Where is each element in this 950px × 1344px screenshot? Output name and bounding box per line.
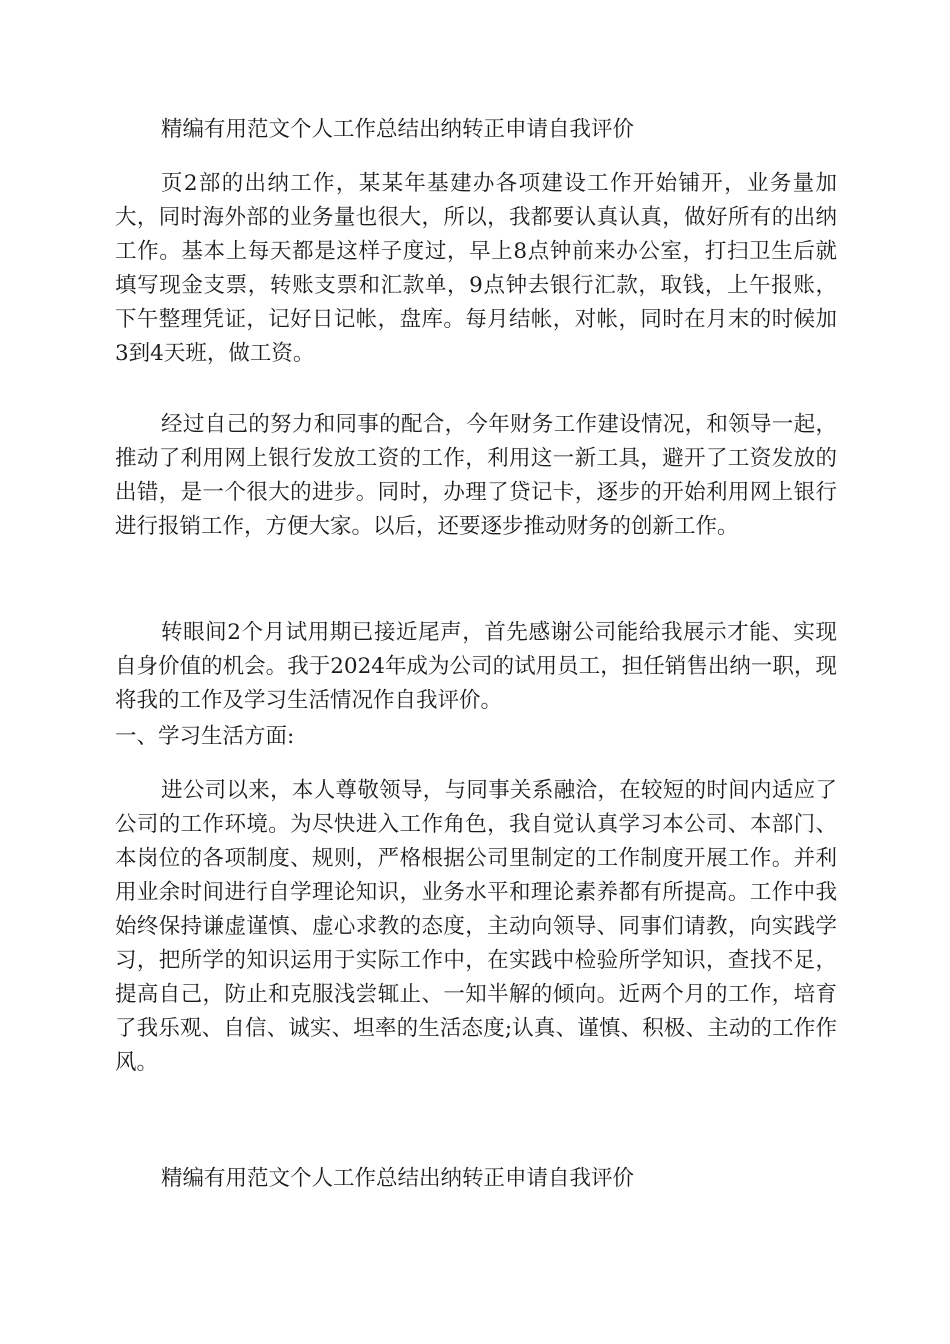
paragraph-3: 转眼间2个月试用期已接近尾声，首先感谢公司能给我展示才能、实现自身价值的机会。我于2024年成为公司的试用员工，担任销售出纳一职，现将我的工作及学习生活情况作自我评价。 bbox=[115, 620, 837, 713]
paragraph-1: 页2部的出纳工作，某某年基建办各项建设工作开始铺开，业务量加大，同时海外部的业务量也很大，所以，我都要认真认真，做好所有的出纳工作。基本上每天都是这样子度过，早上8点钟前来办公室，打扫卫生后就填写现金支票，转账支票和汇款单，9点钟去银行汇款，取钱，上午报账，下午整理凭证，记好日记帐，盘库。每月结帐，对帐，同时在月末的时候加3到4天班，做工资。 bbox=[115, 171, 837, 366]
paragraph-2: 经过自己的努力和同事的配合，今年财务工作建设情况，和领导一起，推动了利用网上银行发放工资的工作，利用这一新工具，避开了工资发放的出错，是一个很大的进步。同时，办理了贷记卡，逐步的开始利用网上银行进行报销工作，方便大家。以后，还要逐步推动财务的创新工作。 bbox=[115, 412, 837, 539]
document-title-top: 精编有用范文个人工作总结出纳转正申请自我评价 bbox=[161, 117, 635, 142]
section-paragraph: 进公司以来，本人尊敬领导，与同事关系融洽，在较短的时间内适应了公司的工作环境。为尽快进入工作角色，我自觉认真学习本公司、本部门、本岗位的各项制度、规则，严格根据公司里制定的工作制度开展工作。并利用业余时间进行自学理论知识，业务水平和理论素养都有所提高。工作中我始终保持谦虚谨慎、虚心求教的态度，主动向领导、同事们请教，向实践学习，把所学的知识运用于实际工作中，在实践中检验所学知识，查找不足，提高自己，防止和克服浅尝辄止、一知半解的倾向。近两个月的工作，培育了我乐观、自信、诚实、坦率的生活态度;认真、谨慎、积极、主动的工作作风。 bbox=[115, 778, 837, 1075]
section-heading: 一、学习生活方面: bbox=[115, 724, 295, 749]
document-title-bottom: 精编有用范文个人工作总结出纳转正申请自我评价 bbox=[161, 1166, 635, 1191]
